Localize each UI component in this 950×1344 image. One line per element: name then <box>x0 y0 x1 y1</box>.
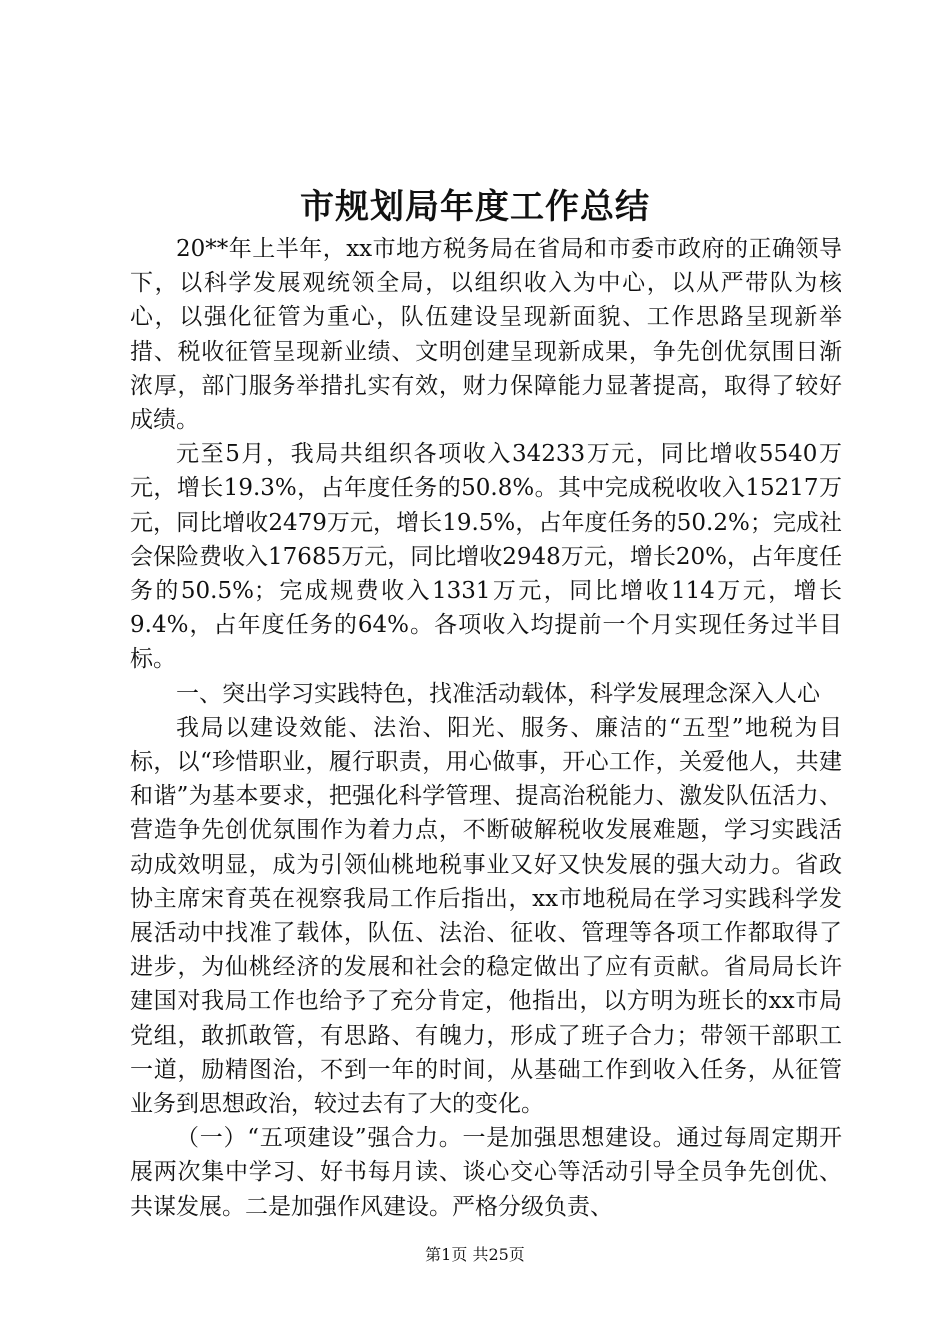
paragraph-subsection-1: （一）“五项建设”强合力。一是加强思想建设。通过每周定期开展两次集中学习、好书每月读、谈心交心等活动引导全员争先创优、共谋发展。二是加强作风建设。严格分级负责、 <box>130 1125 842 1220</box>
paragraph-revenue: 元至5月，我局共组织各项收入34233万元，同比增收5540万元，增长19.3%，占年度任务的50.8%。其中完成税收收入15217万元，同比增收2479万元，增长19.5%，占年度任务的50.2%；完成社会保险费收入17685万元，同比增收2948万元，增长20%，占年度任务的50.5%；完成规费收入1331万元，同比增收114万元，增长9.4%，占年度任务的64%。各项收入均提前一个月实现任务过半目标。 <box>130 441 842 673</box>
paragraph-section-1: 我局以建设效能、法治、阳光、服务、廉洁的“五型”地税为目标，以“珍惜职业，履行职责，用心做事，开心工作，关爱他人，共建和谐”为基本要求，把强化科学管理、提高治税能力、激发队伍活力、营造争先创优氛围作为着力点，不断破解税收发展难题，学习实践活动成效明显，成为引领仙桃地税事业又好又快发展的强大动力。省政协主席宋育英在视察我局工作后指出，xx市地税局在学习实践科学发展活动中找准了载体，队伍、法治、征收、管理等各项工作都取得了进步，为仙桃经济的发展和社会的稳定做出了应有贡献。省局局长许建国对我局工作也给予了充分肯定，他指出，以方明为班长的xx市局党组，敢抓敢管，有思路、有魄力，形成了班子合力；带领干部职工一道，励精图治，不到一年的时间，从基础工作到收入任务，从征管业务到思想政治，较过去有了大的变化。 <box>130 714 842 1118</box>
document-title: 市规划局年度工作总结 <box>300 187 650 227</box>
page-footer: 第1页 共25页 <box>425 1245 525 1264</box>
document-body <box>130 232 842 1224</box>
section-heading-1: 一、突出学习实践特色，找准活动载体，科学发展理念深入人心 <box>176 680 820 707</box>
paragraph-intro: 20**年上半年，xx市地方税务局在省局和市委市政府的正确领导下，以科学发展观统领全局，以组织收入为中心，以从严带队为核心，以强化征管为重心，队伍建设呈现新面貌、工作思路呈现新举措、税收征管呈现新业绩、文明创建呈现新成果，争先创优氛围日渐浓厚，部门服务举措扎实有效，财力保障能力显著提高，取得了较好成绩。 <box>130 236 842 434</box>
